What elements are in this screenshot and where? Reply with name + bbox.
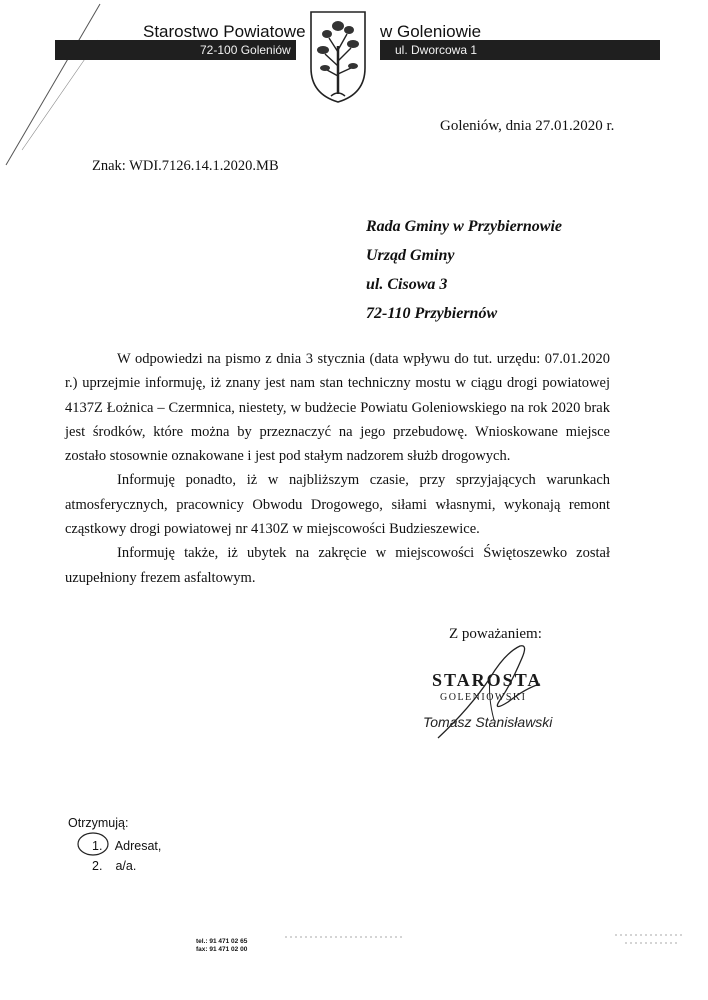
hand-drawn-circle xyxy=(74,830,112,858)
office-street: ul. Dworcowa 1 xyxy=(395,43,478,57)
coat-of-arms-icon xyxy=(305,6,371,106)
closing-phrase: Z poważaniem: xyxy=(449,626,542,642)
handwritten-signature xyxy=(430,638,560,748)
reference-number: Znak: WDI.7126.14.1.2020.MB xyxy=(92,158,279,174)
office-name: Starostwo Powiatowe xyxy=(143,22,306,41)
stamp-title: STAROSTA xyxy=(432,670,543,690)
list-item xyxy=(92,856,161,876)
body-paragraph-1: W odpowiedzi na pismo z dnia 3 stycznia (data wpływu do tut. urzędu: 07.01.2020 r.) uprzejmie informuję, iż znany jest nam stan techniczny mostu w ciągu drogi powiatowej 4137Z Łożnica – Czermnica, niestety, w budżecie Powiatu Goleniowskiego na rok 2020 brak jest środków, które można by przeznaczyć na jego przebudowę. Wnioskowane miejsce zostało stosownie oznakowane i jest pod stałym nadzorem służb drogowych. xyxy=(65,351,610,465)
addressee-line-2: Urząd Gminy xyxy=(366,247,455,264)
list-item-number: 1. xyxy=(92,839,103,853)
signatory-name: Tomasz Stanisławski xyxy=(423,714,553,730)
body-paragraph-3: Informuję także, iż ubytek na zakręcie w miejscowości Świętoszewko został uzupełniony frezem asfaltowym. xyxy=(65,545,610,586)
stamp-subtitle: GOLENIOWSKI xyxy=(440,692,527,703)
list-item-number: 2. xyxy=(92,859,103,873)
office-location: w Goleniowie xyxy=(380,22,482,41)
addressee-line-4: 72-110 Przybiernów xyxy=(366,305,498,322)
footer-fax: fax: 91 471 02 00 xyxy=(196,946,248,953)
list-item-text: Adresat, xyxy=(114,839,162,853)
footer-contact xyxy=(196,938,247,954)
list-item-text: a/a. xyxy=(115,859,137,873)
body-paragraph-2: Informuję ponadto, iż w najbliższym czasie, przy sprzyjających warunkach atmosferycznych, pracownicy Obwodu Drogowego, siłami własnymi, wykonają remont cząstkowy drogi powiatowej nr 4130Z w miejscowości Budzieszewice. xyxy=(65,472,610,538)
letter-body xyxy=(65,347,610,590)
addressee-line-1: Rada Gminy w Przybiernowie xyxy=(366,218,563,235)
recipients-label: Otrzymują: xyxy=(68,816,129,830)
footer-phone: tel.: 91 471 02 65 xyxy=(196,938,248,945)
addressee-line-3: ul. Cisowa 3 xyxy=(366,276,448,293)
scan-artifact-line xyxy=(0,0,110,170)
scan-artifact-footer xyxy=(285,929,685,949)
place-and-date: Goleniów, dnia 27.01.2020 r. xyxy=(440,118,615,134)
office-postal-code: 72-100 Goleniów xyxy=(200,43,291,57)
